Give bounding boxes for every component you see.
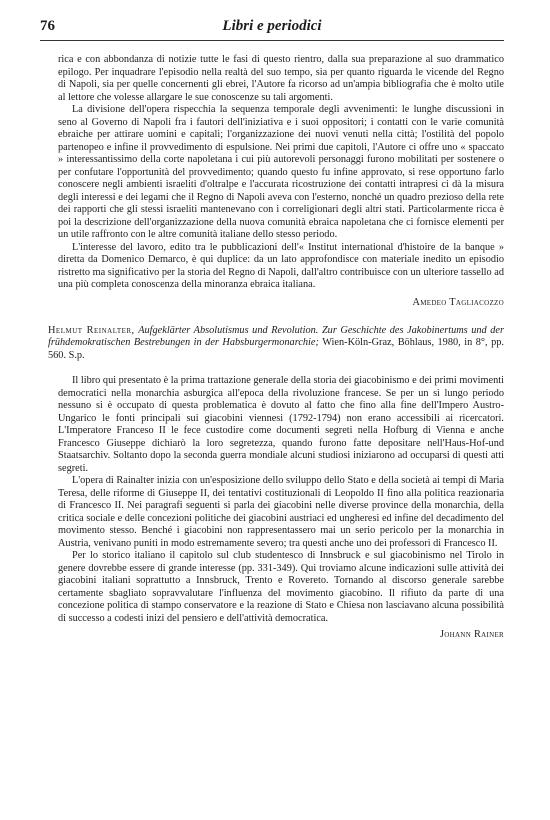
review-paragraph: Il libro qui presentato è la prima trattazione generale della storia dei giacobinismo e dei primi movimenti democratici nella monarchia asburgica all'epoca della rivoluzione francese. Se per un sì lungo periodo nessuno si è occupato di questa problematica è dovuto al fatto che fino alla fine dell'Impero Austro-Ungarico le fonti principali sui giacobini viennesi (1792-1794) non erano accessibili ai ricercatori. L'Imperatore Franceso II le fece custodire come documenti segreti nella Hofburg di Vienna e anche Francesco Giuseppe dichiarò la loro segretezza, quando furono fatte depositare nell'Haus-Hof-und Staatsarchiv. Soltanto dopo la seconda guerra mondiale alcuni studiosi iniziarono ad occuparsi di questi atti segreti. (58, 375, 504, 474)
review-paragraph: rica e con abbondanza di notizie tutte le fasi di questo rientro, dalla sua preparazione al suo drammatico epilogo. Per inquadrare l'episodio nella realtà del suo tempo, sia per quanto riguarda le vicende del Regno di Napoli, sia per quelle concernenti gli ebrei, l'Autore fa ricorso ad un'ampia bibliografia che è molto utile al lettore che volesse allargare le sue conoscenze su tali argomenti. (58, 54, 504, 103)
book-publication: Wien-Köln-Graz, Böhlaus, 1980, in 8°, pp. 560. S.p. (48, 337, 504, 361)
header-rule (40, 40, 504, 41)
reviewer-signature: Amedeo Tagliacozzo (412, 296, 504, 308)
page-number: 76 (40, 18, 55, 34)
review-paragraph: L'opera di Rainalter inizia con un'esposizione dello sviluppo dello Stato e della società ai tempi di Maria Teresa, delle riforme di Giuseppe II, dei tentativi costituzionali di Leopoldo II fino alla politica reazionaria di Francesco II. Nei paragrafi seguenti si parla dei giacobini nelle diverse province della monarchia, della critica sociale e delle concezioni politiche dei giacobini austriaci ed ungheresi ed infine del decadimento del movimento stesso. Benché i giacobini non rappresentassero mai un serio pericolo per la monarchia in Austria, venivano puniti in modo estremamente severo; tra questi anche uno dei professori di Francesco II. (58, 475, 504, 549)
review-paragraph: Per lo storico italiano il capitolo sul club studentesco di Innsbruck e sul giacobinismo nel Tirolo in genere dovrebbe essere di grande interesse (pp. 331-349). Qui troviamo alcune indicazioni sulle attività dei giacobini italiani soprattutto a Innsbruck, Trento e Rovereto. Tornando al discorso generale sarebbe certamente sbagliato sopravvalutare l'influenza del movimento giacobino. Il rifiuto da parte di una concezione politica di stampo conservatore e la reazione di Stato e Chiesa non lasciavano alcuna possibilità di successo a codesti inizi del pensiero e dell'attività democratica. (58, 550, 504, 624)
review-reinalter (48, 324, 504, 641)
book-entry-heading (48, 325, 504, 363)
page-header (40, 12, 504, 38)
review-paragraph: La divisione dell'opera rispecchia la sequenza temporale degli avvenimenti: le lunghe discussioni in seno al Governo di Napoli fra i fautori dell'iniziativa e i suoi oppositori; i contatti con le varie comunità ebraiche per attirare uomini e capitali; l'organizzazione dei nuovi venuti nella città; l'ostilità del popolo partenopeo e infine il provvedimento di espulsione. Nei primi due capitoli, l'Autore ci offre uno « spaccato » interessantissimo della corte napoletana i cui più autorevoli personaggi furono mobilitati per sostenere o per confutare l'opportunità del provvedimento; quando questo fu infine approvato, si rese opportuno farlo conoscere negli ambienti israeliti d'oltralpe e l'accurata ricostruzione dei contatti intrapresi ci dà la misura degli interessi e dei legami che il Regno di Napoli aveva con l'esterno, nonché un quadro prezioso della rete dei rapporti che gli stessi israeliti mantenevano con i correligionari degli altri stati. Particolarmente ricca è poi la descrizione dell'organizzazione della nuova comunità ebraica napoletana che ci fornisce elementi per un utile raffronto con le altre comunità italiane dello stesso periodo. (58, 104, 504, 240)
book-author: Helmut Reinalter, (48, 324, 135, 336)
review-paragraph: L'interesse del lavoro, edito tra le pubblicazioni dell'« Institut international d'histoire de la banque » diretta da Domenico Demarco, è qui duplice: da un lato approfondisce con materiale inedito un episodio ristretto ma significativo per la storia del Regno di Napoli, dall'altro contribuisce con un ulteriore tassello ad una più completa conoscenza della minoranza ebraica italiana. (58, 241, 504, 290)
running-head: Libri e periodici (222, 18, 322, 34)
review-tagliacozzo (58, 54, 504, 308)
book-title: Aufgeklärter Absolutismus und Revolution. Zur Geschichte des Jakobinertums und der frühdemokratischen Bestrebungen in der Habsburgermonarchie; (48, 324, 504, 348)
page-body (48, 54, 504, 640)
reviewer-signature: Johann Rainer (439, 629, 504, 640)
